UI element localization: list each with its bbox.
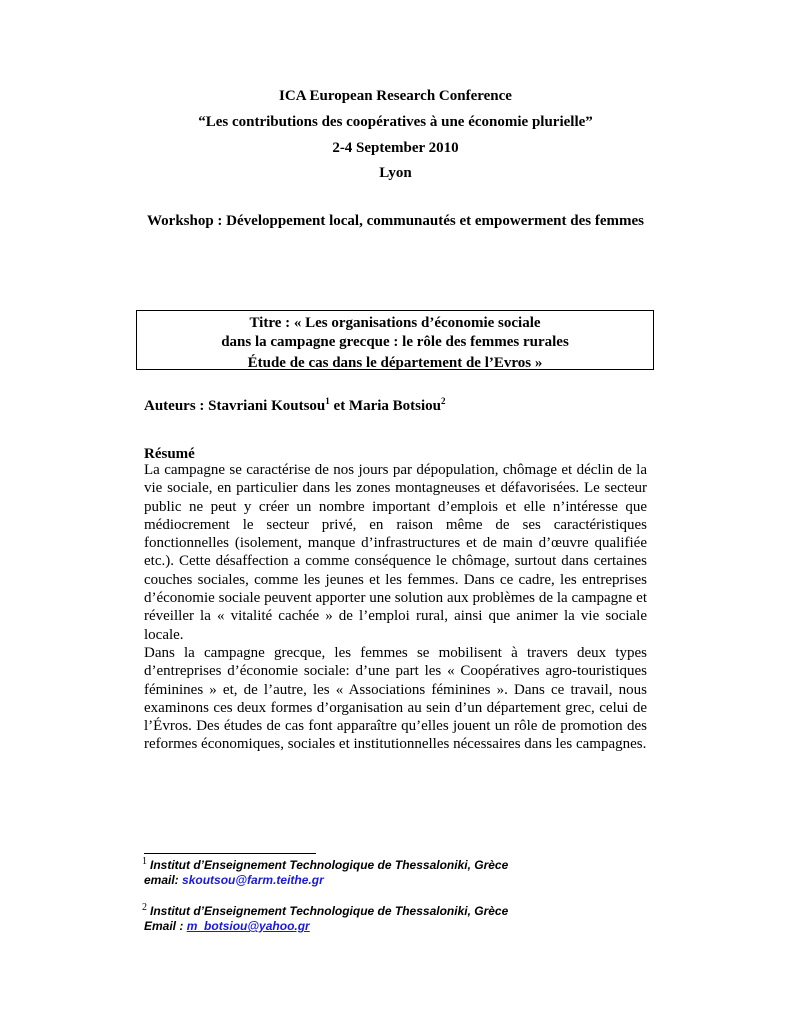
footnote-1-mark: 1 <box>142 856 147 867</box>
conference-theme: “Les contributions des coopératives à une économie plurielle” <box>198 114 593 130</box>
paper-title-line-3: Étude de cas dans le département de l’Evros » <box>247 355 543 371</box>
footnote-2-mark: 2 <box>142 902 147 913</box>
authors-prefix: Auteurs : Stavriani Koutsou <box>144 398 326 414</box>
footnote-ref-1[interactable]: 1 <box>325 396 330 406</box>
conference-name: ICA European Research Conference <box>279 88 512 104</box>
footnote-2-email-link[interactable]: m_botsiou@yahoo.gr <box>186 919 310 933</box>
conference-city: Lyon <box>379 165 412 181</box>
footnote-2 <box>142 904 508 934</box>
abstract-heading: Résumé <box>144 446 195 462</box>
footnote-1-institution: Institut d’Enseignement Technologique de Thessaloniki, Grèce <box>150 858 509 872</box>
footnote-1-email-label: email: <box>144 873 183 887</box>
footnote-2-email-label: Email : <box>144 919 187 933</box>
abstract-paragraph-2: Dans la campagne grecque, les femmes se mobilisent à travers deux types d’entreprises d’économie sociale: d’une part les « Coopératives agro-touristiques féminines » et, de l’autre, les « Associations féminines ». Dans ce travail, nous examinons ces deux formes d’organisation au sein d’un département grec, celui de l’Évros. Des études de cas font apparaître qu’elles jouent un rôle de promotion des reformes économiques, sociales et institutionnelles nécessaires dans les campagnes. <box>144 644 647 753</box>
authors-middle: et Maria Botsiou <box>329 398 442 414</box>
paper-title-line-2: dans la campagne grecque : le rôle des femmes rurales <box>221 334 569 350</box>
footnote-separator <box>144 853 316 854</box>
paper-title-box <box>136 310 654 370</box>
authors-line <box>144 397 446 415</box>
footnote-ref-2[interactable]: 2 <box>441 396 446 406</box>
workshop-title: Workshop : Développement local, communautés et empowerment des femmes <box>146 213 644 229</box>
footnote-1-email-link[interactable]: skoutsou@farm.teithe.gr <box>182 873 324 887</box>
footnote-2-institution: Institut d’Enseignement Technologique de Thessaloniki, Grèce <box>150 904 509 918</box>
paper-title-line-1: Titre : « Les organisations d’économie sociale <box>249 315 541 331</box>
conference-dates: 2-4 September 2010 <box>332 140 459 156</box>
abstract-body <box>144 461 647 754</box>
abstract-paragraph-1: La campagne se caractérise de nos jours par dépopulation, chômage et déclin de la vie sociale, en particulier dans les zones montagneuses et défavorisées. Le secteur public ne peut y créer un nombre important d’emplois et elle n’intéresse que médiocrement le secteur privé, en raison même de ses caractéristiques fonctionnelles (isolement, manque d’infrastructures et de main d’œuvre qualifiée etc.). Cette désaffection a comme conséquence le chômage, surtout dans certaines couches sociales, comme les jeunes et les femmes. Dans ce cadre, les entreprises d’économie sociale peuvent apporter une solution aux problèmes de la campagne et réveiller la « vitalité cachée » de l’emploi rural, ainsi que animer la vie sociale locale. <box>144 462 647 643</box>
footnote-1 <box>142 858 508 888</box>
